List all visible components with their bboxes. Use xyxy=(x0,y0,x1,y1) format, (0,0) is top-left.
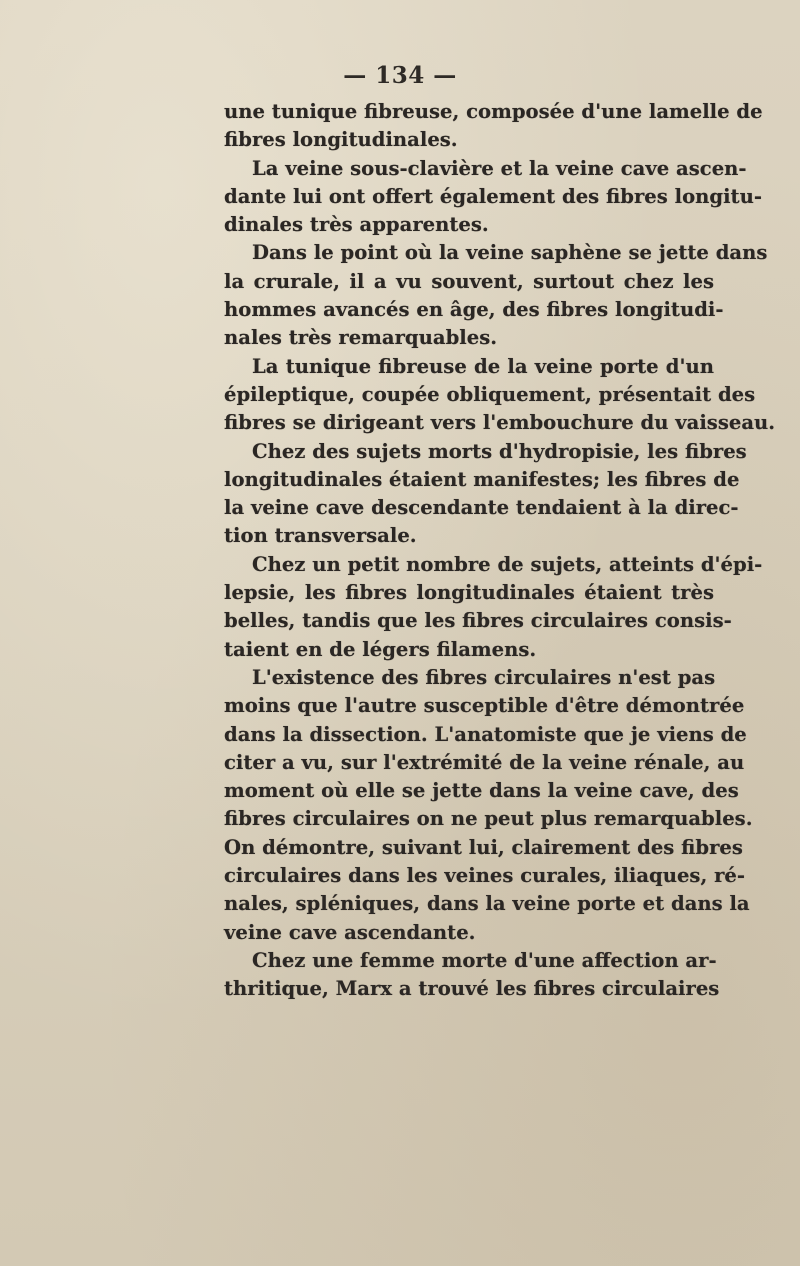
text-line: nales, spléniques, dans la veine porte et dans la xyxy=(224,892,750,916)
text-line: Chez une femme morte d'une affection ar- xyxy=(252,948,717,972)
text-line: La veine sous-clavière et la veine cave ascen- xyxy=(252,156,747,180)
text-line: On démontre, suivant lui, clairement des fibres xyxy=(224,835,743,859)
text-line: une tunique fibreuse, composée d'une lamelle de xyxy=(224,100,763,123)
text-line: fibres se dirigeant vers l'embouchure du vaisseau. xyxy=(224,411,776,435)
text-line: veine cave ascendante. xyxy=(224,920,476,944)
text-line: dans la dissection. L'anatomiste que je viens de xyxy=(224,722,747,746)
text-line: taient en de légers filamens. xyxy=(224,637,537,661)
page-number-header: — 134 — xyxy=(343,62,457,89)
text-line: nales très remarquables. xyxy=(224,326,498,350)
text-line: fibres longitudinales. xyxy=(224,128,458,152)
text-line: lepsie, les fibres longitudinales étaient très xyxy=(224,581,714,605)
text-line: longitudinales étaient manifestes; les fibres de xyxy=(224,467,740,491)
text-line: dante lui ont offert également des fibres longitu- xyxy=(224,184,762,208)
text-line: la veine cave descendante tendaient à la direc- xyxy=(224,496,739,520)
text-line: Chez un petit nombre de sujets, atteints d'épi- xyxy=(252,552,763,576)
text-line: la crurale, il a vu souvent, surtout chez les xyxy=(224,269,714,293)
text-line: Chez des sujets morts d'hydropisie, les fibres xyxy=(252,439,747,463)
text-line: citer a vu, sur l'extrémité de la veine rénale, au xyxy=(224,750,745,774)
text-line: circulaires dans les veines curales, iliaques, ré- xyxy=(224,864,746,888)
text-line: dinales très apparentes. xyxy=(224,213,489,237)
text-line: Dans le point où la veine saphène se jette dans xyxy=(252,241,768,265)
text-line: La tunique fibreuse de la veine porte d'un xyxy=(252,354,714,378)
text-line: épileptique, coupée obliquement, présentait des xyxy=(224,382,756,406)
body-text xyxy=(224,98,776,1004)
text-line: fibres circulaires on ne peut plus remarquables. xyxy=(224,807,753,831)
text-line: moment où elle se jette dans la veine cave, des xyxy=(224,779,739,803)
text-line: hommes avancés en âge, des fibres longitudi- xyxy=(224,298,724,322)
text-line: thritique, Marx a trouvé les fibres circulaires xyxy=(224,977,720,1001)
text-line: tion transversale. xyxy=(224,524,417,548)
text-line: L'existence des fibres circulaires n'est pas xyxy=(252,665,716,689)
text-line: moins que l'autre susceptible d'être démontrée xyxy=(224,694,745,718)
text-line: belles, tandis que les fibres circulaires consis- xyxy=(224,609,732,633)
